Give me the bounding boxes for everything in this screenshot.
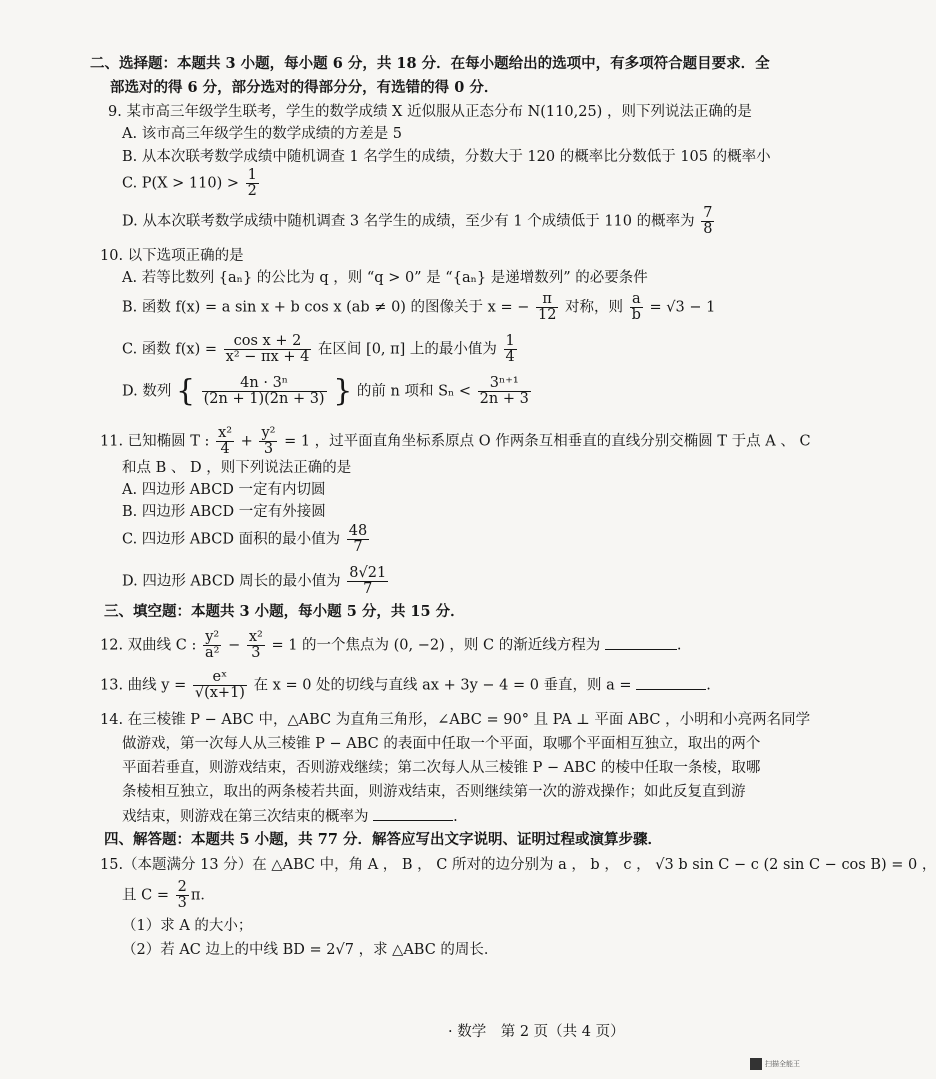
q10-d-fraction1: $\frac{\text{4n · 3ⁿ}}{(2n + 1)(2n + 3)}$ <box>203 375 325 407</box>
q12-frac-x: $\frac{\text{x²}}{3}$ <box>248 629 263 661</box>
q10-d-fraction2: $\frac{\text{3ⁿ⁺¹}}{2n + 3}$ <box>479 375 529 407</box>
q14-line-4: 条棱相互独立，取出的两条棱若共面，则游戏结束，否则继续第一次的游戏操作；如此反复直到游 <box>122 784 746 800</box>
q12-pre: 12. 双曲线 C : <box>100 637 197 654</box>
q10-b-fraction2: $\frac{a}{b}$ <box>631 291 641 323</box>
q10-option-d <box>122 373 533 409</box>
q11-c-text: C. 四边形 ABCD 面积的最小值为 <box>122 531 341 548</box>
q13-fraction: $\frac{\text{eˣ}}{√(x+1)}$ <box>194 669 245 701</box>
q11-stem <box>100 426 811 457</box>
q13 <box>100 670 711 701</box>
q9-c-text: C. P(X > 110) > <box>122 175 239 192</box>
q11-option-c <box>122 524 371 555</box>
page-footer: · 数学 第 2 页（共 4 页） <box>448 1024 625 1040</box>
q10-b-fraction1: $\frac{\pi}{12}$ <box>537 291 557 323</box>
q9-option-b: B. 从本次联考数学成绩中随机调查 1 名学生的成绩，分数大于 120 的概率比分数低于 105 的概率小 <box>122 149 771 165</box>
q10-option-a: A. 若等比数列 {aₙ} 的公比为 q ，则 “q > 0” 是 “{aₙ} 是递增数列” 的必要条件 <box>122 270 648 286</box>
q15-part-2: （2）若 AC 边上的中线 BD = 2√7 ，求 △ABC 的周长． <box>122 942 499 958</box>
q14-answer-blank[interactable] <box>373 806 453 821</box>
q11-stem-pre: 11. 已知椭圆 T : <box>100 433 210 450</box>
q10-stem: 10. 以下选项正确的是 <box>100 248 244 264</box>
q9-stem: 9. 某市高三年级学生联考，学生的数学成绩 X 近似服从正态分布 N(110,25) ，则下列说法正确的是 <box>108 104 752 120</box>
q9-option-c <box>122 168 261 199</box>
q12-answer-blank[interactable] <box>605 635 677 650</box>
q13-post: 在 x = 0 处的切线与直线 ax + 3y − 4 = 0 垂直，则 a = <box>253 677 632 694</box>
q15-l2-post: π． <box>190 887 215 904</box>
q13-pre: 13. 曲线 y = <box>100 677 187 694</box>
q9-d-fraction: $\frac{7}{8}$ <box>703 205 713 237</box>
q11-option-d <box>122 566 390 597</box>
q11-option-b: B. 四边形 ABCD 一定有外接圆 <box>122 504 326 520</box>
section-3-heading: 三、填空题：本题共 3 小题，每小题 5 分，共 15 分． <box>104 603 465 620</box>
q14-line-1: 14. 在三棱锥 P − ABC 中，△ABC 为直角三角形，∠ABC = 90° 且 PA ⊥ 平面 ABC ，小明和小亮两名同学 <box>100 712 811 728</box>
q14-line-5 <box>122 806 458 827</box>
scanner-watermark: 扫描全能王 <box>765 1060 800 1068</box>
q10-c-text: C. 函数 f(x) = <box>122 341 218 358</box>
minus-sign: − <box>228 637 241 654</box>
q10-b-mid: 对称，则 <box>565 299 624 316</box>
plus-sign: + <box>240 433 253 450</box>
q10-b-post: = √3 − 1 <box>649 299 716 316</box>
section-2-heading-cont: 部选对的得 6 分，部分选对的得部分分，有选错的得 0 分． <box>110 79 499 96</box>
q10-option-c <box>122 334 519 365</box>
q11-stem-cont: 和点 B 、 D ，则下列说法正确的是 <box>122 460 352 476</box>
q9-option-a: A. 该市高三年级学生的数学成绩的方差是 5 <box>122 126 403 142</box>
q13-answer-blank[interactable] <box>636 675 706 690</box>
q12-post: = 1 的一个焦点为 (0, −2) ，则 C 的渐近线方程为 <box>271 637 601 654</box>
q10-c-fraction1: $\frac{\text{cos x + 2}}{\text{x² − πx + 4}}$ <box>225 333 310 365</box>
q14-line-3: 平面若垂直，则游戏结束，否则游戏继续；第二次每人从三棱锥 P − ABC 的棱中任取一条棱，取哪 <box>122 760 761 776</box>
q10-c-fraction2: $\frac{1}{4}$ <box>505 333 515 365</box>
q11-frac-x: $\frac{\text{x²}}{4}$ <box>218 425 233 457</box>
q9-option-d <box>122 206 716 237</box>
q15-part-1: （1）求 A 的大小； <box>122 918 253 934</box>
q10-d-text: D. 数列 <box>122 383 172 400</box>
q9-c-fraction: $\frac{1}{2}$ <box>247 167 257 199</box>
q14-l5-text: 戏结束，则游戏在第三次结束的概率为 <box>122 809 369 825</box>
q14-line-2: 做游戏，第一次每人从三棱锥 P − ABC 的表面中任取一个平面，取哪个平面相互独立，取出的两个 <box>122 736 761 752</box>
q15-line-2 <box>122 880 215 911</box>
q15-line-1: 15.（本题满分 13 分）在 △ABC 中，角 A ， B ， C 所对的边分别为 a ， b ， c ， √3 b sin C − c (2 sin C − cos B) = 0 ， <box>100 857 936 873</box>
q11-d-text: D. 四边形 ABCD 周长的最小值为 <box>122 573 341 590</box>
q12 <box>100 630 681 661</box>
q12-end: . <box>676 637 682 654</box>
section-4-heading: 四、解答题：本题共 5 小题，共 77 分．解答应写出文字说明、证明过程或演算步骤． <box>104 831 662 848</box>
q11-d-fraction: $\frac{8√21}{7}$ <box>349 565 387 597</box>
q11-frac-y: $\frac{\text{y²}}{3}$ <box>261 425 276 457</box>
q11-option-a: A. 四边形 ABCD 一定有内切圆 <box>122 482 326 498</box>
qr-code-icon <box>750 1058 762 1070</box>
q10-d-mid: 的前 n 项和 Sₙ < <box>356 383 472 400</box>
q11-stem-post: = 1 ，过平面直角坐标系原点 O 作两条互相垂直的直线分别交椭圆 T 于点 A 、 C <box>284 433 811 450</box>
q9-d-text: D. 从本次联考数学成绩中随机调查 3 名学生的成绩，至少有 1 个成绩低于 110 的概率为 <box>122 213 695 230</box>
q14-end: . <box>453 809 458 825</box>
q10-option-b <box>122 292 715 323</box>
section-2-heading: 二、选择题：本题共 3 小题，每小题 6 分，共 18 分．在每小题给出的选项中，有多项符合题目要求．全 <box>90 55 770 72</box>
q10-c-mid: 在区间 [0, π] 上的最小值为 <box>317 341 497 358</box>
q12-frac-y: $\frac{\text{y²}}{\text{a²}}$ <box>204 629 220 661</box>
left-brace-icon: { <box>175 373 196 409</box>
q11-c-fraction: $\frac{48}{7}$ <box>348 523 368 555</box>
q10-b-text: B. 函数 f(x) = a sin x + b cos x (ab ≠ 0) 的图像关于 x = − <box>122 299 530 316</box>
q13-end: . <box>706 677 711 694</box>
q15-l2-pre: 且 C = <box>122 887 169 904</box>
right-brace-icon: } <box>333 373 353 409</box>
q15-fraction: $\frac{2}{3}$ <box>177 879 187 911</box>
